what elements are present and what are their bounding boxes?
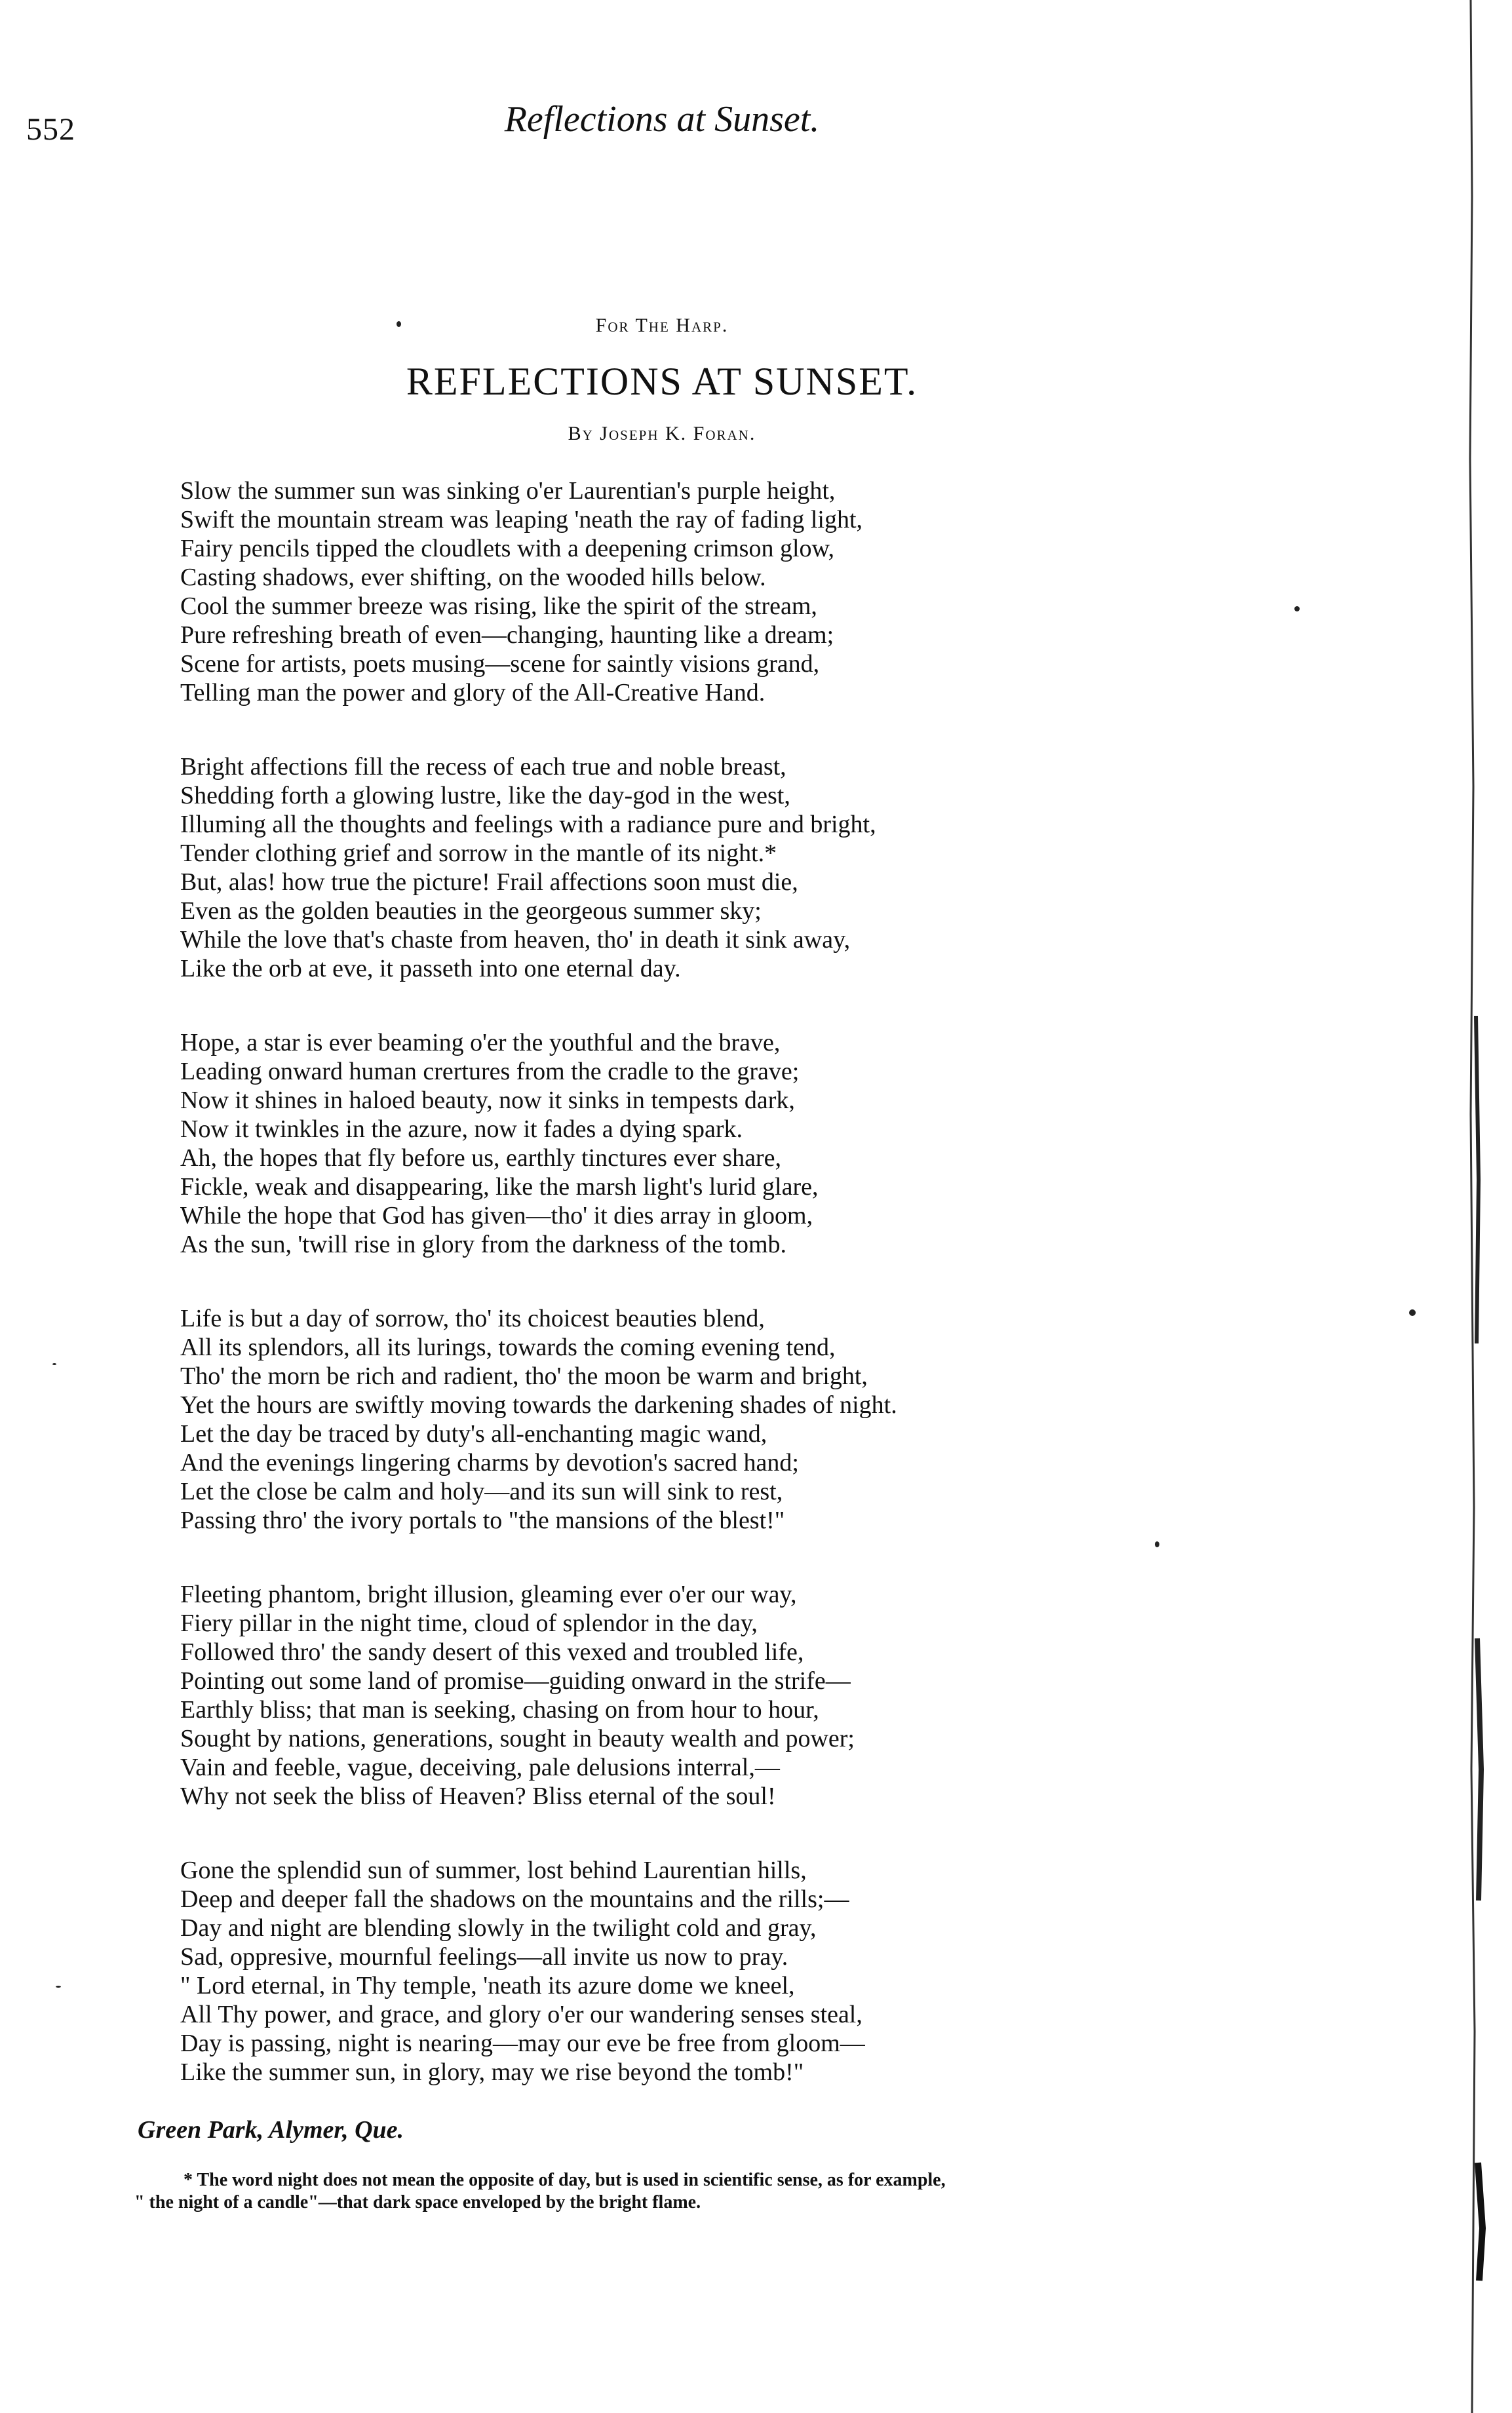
poem-line: As the sun, 'twill rise in glory from the darkness of the tomb. (180, 1231, 787, 1258)
poem-line: Illuming all the thoughts and feelings with a radiance pure and bright, (180, 811, 876, 838)
stanza-3 (180, 1028, 1203, 1259)
speck-decoration (52, 1363, 56, 1365)
poem-line: Fleeting phantom, bright illusion, gleaming ever o'er our way, (180, 1581, 797, 1608)
speck-decoration (1155, 1541, 1159, 1547)
running-title: Reflections at Sunset. (504, 99, 820, 140)
poem-line: All its splendors, all its lurings, towards the coming evening tend, (180, 1334, 836, 1361)
poem-line: Scene for artists, poets musing—scene for saintly visions grand, (180, 650, 820, 678)
poem-line: Now it shines in haloed beauty, now it sinks in tempests dark, (180, 1087, 795, 1114)
poem-line: Passing thro' the ivory portals to "the mansions of the blest!" (180, 1507, 785, 1534)
poem-line: Why not seek the bliss of Heaven? Bliss eternal of the soul! (180, 1783, 776, 1810)
byline: By Joseph K. Foran. (568, 423, 756, 444)
poem-line: Like the orb at eve, it passeth into one eternal day. (180, 955, 681, 982)
poem-line: Now it twinkles in the azure, now it fades a dying spark. (180, 1115, 743, 1143)
footnote (134, 2169, 1249, 2214)
stanza-5 (180, 1580, 1203, 1811)
page-number: 552 (26, 112, 75, 147)
poem-line: Yet the hours are swiftly moving towards the darkening shades of night. (180, 1391, 897, 1419)
place-signature: Green Park, Alymer, Que. (138, 2116, 404, 2144)
poem-line: Day is passing, night is nearing—may our eve be free from gloom— (180, 2030, 865, 2057)
poem-line: Let the day be traced by duty's all-enchanting magic wand, (180, 1420, 767, 1448)
poem-line: Telling man the power and glory of the All-Creative Hand. (180, 679, 766, 706)
stanza-1 (180, 476, 1203, 707)
footnote-line: " the night of a candle"—that dark space enveloped by the bright flame. (134, 2192, 701, 2212)
poem-line: Sad, oppresive, mournful feelings—all invite us now to pray. (180, 1943, 788, 1971)
speck-decoration (56, 1986, 61, 1988)
poem-line: Vain and feeble, vague, deceiving, pale delusions interral,— (180, 1754, 780, 1781)
poem-line: Pointing out some land of promise—guiding onward in the strife— (180, 1667, 851, 1695)
poem-line: Gone the splendid sun of summer, lost behind Laurentian hills, (180, 1857, 807, 1884)
poem-line: Fickle, weak and disappearing, like the marsh light's lurid glare, (180, 1173, 819, 1201)
poem-line: Day and night are blending slowly in the twilight cold and gray, (180, 1914, 817, 1942)
poem-line: Pure refreshing breath of even—changing, haunting like a dream; (180, 621, 834, 649)
speck-decoration (1294, 606, 1300, 611)
poem-line: While the love that's chaste from heaven, tho' in death it sink away, (180, 926, 851, 954)
poem-line: Tender clothing grief and sorrow in the mantle of its night.* (180, 840, 777, 867)
poem-line: " Lord eternal, in Thy temple, 'neath its azure dome we kneel, (180, 1972, 795, 1999)
binding-edge-decoration (1462, 0, 1488, 2413)
poem-line: Earthly bliss; that man is seeking, chasing on from hour to hour, (180, 1696, 819, 1724)
speck-decoration (397, 321, 401, 327)
poem-line: Slow the summer sun was sinking o'er Laurentian's purple height, (180, 477, 836, 505)
poem-line: All Thy power, and grace, and glory o'er our wandering senses steal, (180, 2001, 863, 2028)
poem-line: Swift the mountain stream was leaping 'neath the ray of fading light, (180, 506, 863, 533)
poem-line: Fiery pillar in the night time, cloud of splendor in the day, (180, 1610, 758, 1637)
footnote-line: * The word night does not mean the opposite of day, but is used in scientific sense, as for example, (184, 2170, 946, 2190)
poem-line: Bright affections fill the recess of each true and noble breast, (180, 753, 786, 781)
dedication: For The Harp. (595, 315, 729, 336)
speck-decoration (1409, 1309, 1416, 1316)
poem-line: Deep and deeper fall the shadows on the mountains and the rills;— (180, 1885, 849, 1913)
poem-line: Ah, the hopes that fly before us, earthly tinctures ever share, (180, 1144, 781, 1172)
poem-line: Casting shadows, ever shifting, on the wooded hills below. (180, 564, 766, 591)
poem-line: Let the close be calm and holy—and its sun will sink to rest, (180, 1478, 783, 1505)
stanza-6 (180, 1856, 1203, 2087)
poem-line: Fairy pencils tipped the cloudlets with a deepening crimson glow, (180, 535, 834, 562)
poem-line: Life is but a day of sorrow, tho' its choicest beauties blend, (180, 1305, 765, 1332)
stanza-4 (180, 1304, 1203, 1535)
poem-line: Tho' the morn be rich and radient, tho' the moon be warm and bright, (180, 1362, 868, 1390)
poem-line: Sought by nations, generations, sought in beauty wealth and power; (180, 1725, 855, 1752)
poem-title: REFLECTIONS AT SUNSET. (406, 360, 918, 403)
poem-line: And the evenings lingering charms by devotion's sacred hand; (180, 1449, 799, 1477)
poem-line: Shedding forth a glowing lustre, like the day-god in the west, (180, 782, 790, 809)
poem-line: But, alas! how true the picture! Frail affections soon must die, (180, 868, 798, 896)
poem-line: Hope, a star is ever beaming o'er the youthful and the brave, (180, 1029, 781, 1056)
poem-line: Cool the summer breeze was rising, like the spirit of the stream, (180, 592, 817, 620)
poem-line: Leading onward human crertures from the cradle to the grave; (180, 1058, 800, 1085)
poem-line: Even as the golden beauties in the georgeous summer sky; (180, 897, 762, 925)
poem-line: Like the summer sun, in glory, may we rise beyond the tomb!" (180, 2058, 804, 2086)
poem-line: While the hope that God has given—tho' it dies array in gloom, (180, 1202, 813, 1229)
poem-line: Followed thro' the sandy desert of this vexed and troubled life, (180, 1638, 804, 1666)
stanza-2 (180, 752, 1203, 983)
